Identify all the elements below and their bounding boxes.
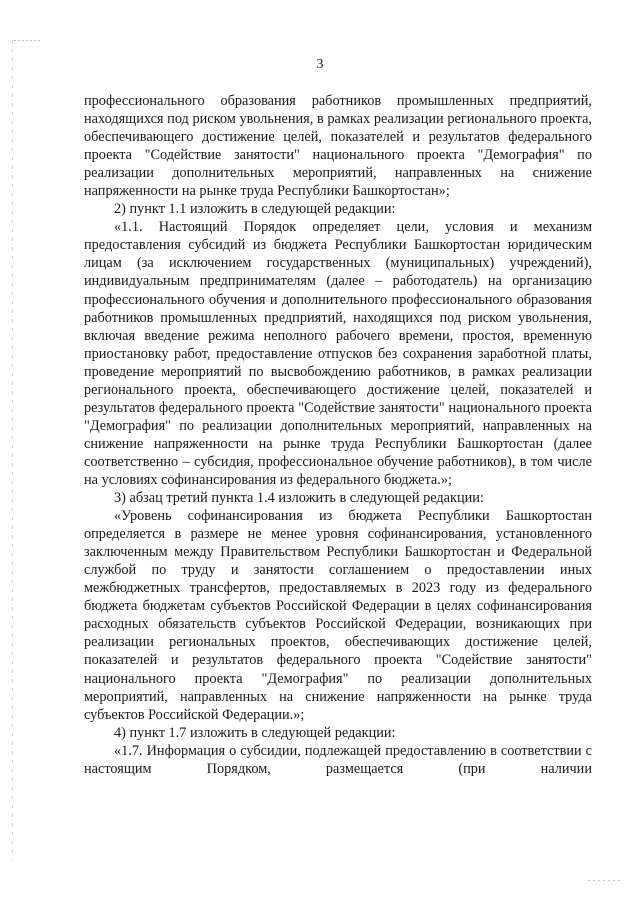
paragraph-clause-1-7: «1.7. Информация о субсидии, подлежащей предоставлению в соответствии с настоящим Порядком, размещается (при наличии bbox=[84, 742, 592, 777]
paragraph-clause-1-1: «1.1. Настоящий Порядок определяет цели, условия и механизм предоставления субсидий из бюджета Республики Башкортостан юридическим лицам (за исключением государственных (муниципальных) учреждений), индивидуальным предпринимателям (далее – работодатель) на организацию профессионального обучения и дополнительного профессионального образования работников промышленных предприятий, находящихся под риском увольнения, включая введение режима неполного рабочего времени, простоя, временную приостановку работ, предоставление отпусков без сохранения заработной платы, проведение мероприятий по высвобождению работников, в рамках реализации регионального проекта, обеспечивающего достижение целей, показателей и результатов федерального проекта "Содействие занятости" национального проекта "Демография" по реализации дополнительных мероприятий, направленных на снижение напряженности на рынке труда Республики Башкортостан (далее соответственно – субсидия, профессиональное обучение работников), в том числе на условиях софинансирования из федерального бюджета.»; bbox=[84, 219, 592, 488]
page-number: 3 bbox=[316, 57, 324, 72]
scan-mark-bottom bbox=[588, 880, 622, 881]
scan-mark-top bbox=[14, 40, 40, 41]
paragraph-clause-1-4: «Уровень софинансирования из бюджета Республики Башкортостан определяется в размере не менее уровня софинансирования, установленного заключенным между Правительством Республики Башкортостан и Федеральной службой по труду и занятости соглашением о предоставлении иных межбюджетных трансфертов, предоставляемых в 2023 году из федерального бюджета бюджетам субъектов Российской Федерации в целях софинансирования расходных обязательств субъектов Российской Федерации, возникающих при реализации региональных проектов, обеспечивающих достижение целей, показателей и результатов федерального проекта "Содействие занятости" национального проекта "Демография" по реализации дополнительных мероприятий, направленных на снижение напряженности на рынке труда субъектов Российской Федерации.»; bbox=[84, 508, 592, 723]
document-body bbox=[84, 92, 592, 778]
paragraph-item-3: 3) абзац третий пункта 1.4 изложить в следующей редакции: bbox=[114, 490, 484, 507]
paragraph-item-2: 2) пункт 1.1 изложить в следующей редакции: bbox=[114, 201, 396, 218]
paragraph-item-4: 4) пункт 1.7 изложить в следующей редакции: bbox=[114, 724, 396, 741]
scan-edge-artifact bbox=[12, 40, 13, 860]
paragraph-continuation: профессионального образования работников промышленных предприятий, находящихся под риском увольнения, в рамках реализации регионального проекта, обеспечивающего достижение целей, показателей и результатов федерального проекта "Содействие занятости" национального проекта "Демография" по реализации дополнительных мероприятий, направленных на снижение напряженности на рынке труда Республики Башкортостан»; bbox=[84, 93, 592, 200]
